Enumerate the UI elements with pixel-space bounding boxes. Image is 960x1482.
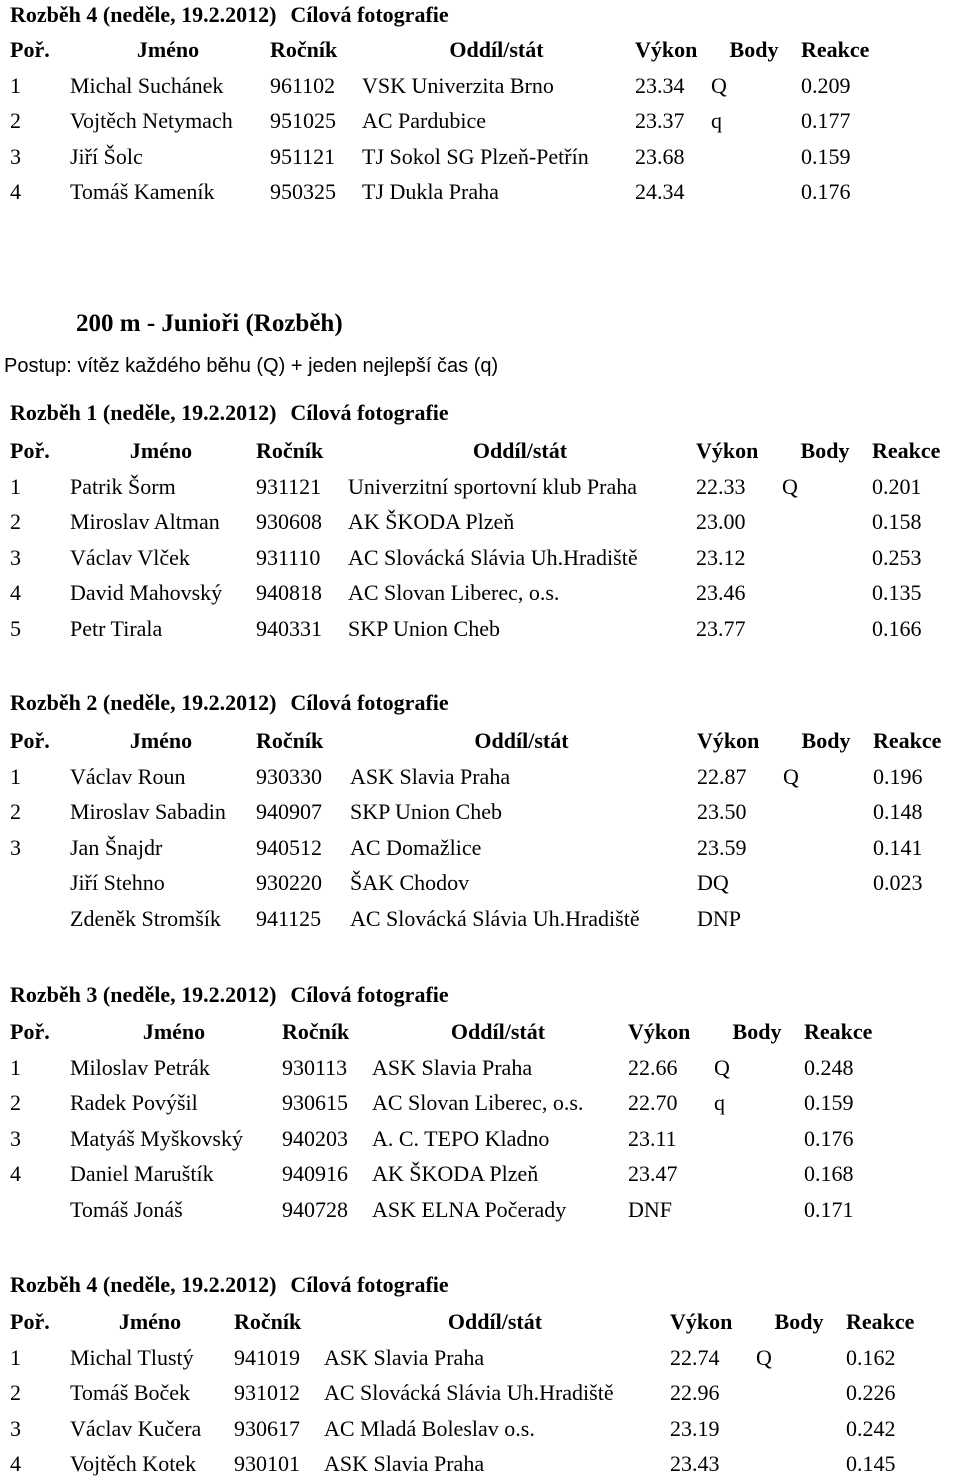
cell-year: 931012 [234, 1380, 300, 1405]
col-header-pos: Poř. [10, 37, 50, 62]
table-row [6, 865, 959, 901]
table-row [6, 1446, 932, 1482]
cell-points [779, 794, 869, 830]
cell-pos: 3 [10, 834, 21, 860]
cell-reaction: 0.145 [846, 1451, 896, 1476]
cell-pos: 4 [10, 1451, 21, 1476]
table-row [6, 1085, 890, 1121]
cell-points: Q [756, 1344, 772, 1370]
cell-points [778, 611, 868, 647]
table-header-row [6, 32, 887, 68]
cell-reaction: 0.171 [804, 1196, 854, 1222]
cell-club: AC Slovácká Slávia Uh.Hradiště [324, 1380, 614, 1405]
cell-pos: 3 [10, 1125, 21, 1151]
cell-name: Tomáš Kameník [70, 179, 215, 204]
col-header-club: Oddíl/stát [474, 728, 569, 753]
cell-club: A. C. TEPO Kladno [372, 1125, 550, 1151]
heat-title-text: Rozběh 3 (neděle, 19.2.2012) [10, 982, 277, 1007]
cell-reaction: 0.253 [872, 544, 922, 570]
cell-reaction: 0.196 [873, 763, 923, 789]
cell-name: Daniel Maruštík [70, 1161, 214, 1186]
cell-points [710, 1156, 800, 1192]
heat-results-table [6, 433, 958, 646]
col-header-name: Jméno [129, 728, 193, 753]
cell-points: Q [783, 763, 799, 789]
cell-points [779, 865, 869, 901]
cell-name: Patrik Šorm [70, 473, 176, 499]
cell-club: AC Slovácká Slávia Uh.Hradiště [348, 544, 638, 570]
cell-result: DQ [697, 870, 729, 895]
cell-result: 23.12 [696, 544, 746, 570]
cell-reaction: 0.176 [804, 1125, 854, 1151]
cell-year: 940203 [282, 1125, 348, 1151]
heat-title [10, 400, 449, 426]
cell-club: AC Slovan Liberec, o.s. [372, 1090, 584, 1115]
cell-reaction: 0.242 [846, 1415, 896, 1441]
col-header-name: Jméno [129, 438, 193, 463]
cell-reaction: 0.162 [846, 1344, 896, 1370]
cell-year: 940916 [282, 1161, 348, 1186]
col-header-reaction: Reakce [846, 1309, 915, 1334]
heat-results-table [6, 1304, 932, 1482]
cell-pos: 2 [10, 509, 21, 534]
cell-pos: 5 [10, 615, 21, 641]
cell-pos [6, 865, 66, 901]
cell-year: 930101 [234, 1451, 300, 1476]
cell-club: ASK Slavia Praha [372, 1054, 533, 1080]
cell-name: Matyáš Myškovský [70, 1125, 243, 1151]
cell-year: 931110 [256, 544, 321, 570]
cell-result: 23.47 [628, 1161, 678, 1186]
cell-club: Univerzitní sportovní klub Praha [348, 473, 638, 499]
cell-reaction [869, 901, 959, 937]
cell-year: 940818 [256, 580, 322, 605]
cell-club: ASK Slavia Praha [350, 763, 511, 789]
cell-points: Q [782, 473, 798, 499]
cell-club: AC Slovan Liberec, o.s. [348, 580, 560, 605]
table-row [6, 1156, 890, 1192]
col-header-pos: Poř. [10, 438, 50, 463]
cell-name: Zdeněk Stromšík [70, 905, 221, 931]
cell-year: 930617 [234, 1415, 300, 1441]
heat-title [10, 690, 449, 716]
cell-reaction: 0.159 [801, 143, 851, 169]
heat-title [10, 2, 449, 28]
cell-points [778, 540, 868, 576]
cell-year: 961102 [270, 72, 336, 98]
cell-result: 22.33 [696, 473, 746, 499]
cell-club: AC Domažlice [350, 834, 482, 860]
table-header-row [6, 723, 959, 759]
cell-reaction: 0.148 [873, 799, 923, 824]
table-row [6, 830, 959, 866]
cell-name: David Mahovský [70, 580, 223, 605]
cell-club: SKP Union Cheb [350, 799, 502, 824]
cell-points [779, 901, 869, 937]
table-row [6, 1192, 890, 1228]
cell-points [752, 1375, 842, 1411]
col-header-reaction: Reakce [872, 438, 941, 463]
cell-reaction: 0.158 [872, 509, 922, 534]
cell-club: AK ŠKODA Plzeň [372, 1161, 539, 1186]
cell-result: 23.77 [696, 615, 746, 641]
cell-pos: 1 [10, 1344, 21, 1370]
cell-year: 931121 [256, 473, 322, 499]
col-header-name: Jméno [142, 1019, 206, 1044]
table-row [6, 469, 958, 505]
table-row [6, 540, 958, 576]
table-row [6, 1340, 932, 1376]
heat-title-text: Rozběh 4 (neděle, 19.2.2012) [10, 1272, 277, 1297]
col-header-year: Ročník [234, 1309, 302, 1334]
table-row [6, 1411, 932, 1447]
cell-result: 24.34 [635, 179, 685, 204]
cell-result: 23.68 [635, 143, 685, 169]
table-row [6, 901, 959, 937]
cell-club: ŠAK Chodov [350, 870, 470, 895]
cell-points: q [714, 1090, 725, 1115]
cell-pos: 2 [10, 1090, 21, 1115]
col-header-year: Ročník [256, 728, 324, 753]
col-header-pos: Poř. [10, 728, 50, 753]
cell-reaction: 0.135 [872, 580, 922, 605]
table-row [6, 1375, 932, 1411]
heat-title [10, 1272, 449, 1298]
cell-reaction: 0.226 [846, 1380, 896, 1405]
col-header-points: Body [800, 438, 850, 463]
cell-year: 930608 [256, 509, 322, 534]
finish-photo-link[interactable]: Cílová fotografie [290, 690, 449, 715]
cell-pos: 3 [10, 1415, 21, 1441]
cell-result: 23.37 [635, 108, 685, 133]
cell-points [707, 174, 797, 210]
cell-result: 23.34 [635, 72, 685, 98]
cell-club: AC Pardubice [362, 108, 487, 133]
cell-club: AC Mladá Boleslav o.s. [324, 1415, 535, 1441]
col-header-result: Výkon [670, 1309, 733, 1334]
col-header-result: Výkon [628, 1019, 691, 1044]
cell-reaction: 0.141 [873, 834, 923, 860]
cell-result: 23.11 [628, 1125, 677, 1151]
cell-reaction: 0.168 [804, 1161, 854, 1186]
table-header-row [6, 1014, 890, 1050]
cell-result: 22.87 [697, 763, 747, 789]
finish-photo-link[interactable]: Cílová fotografie [290, 400, 449, 425]
cell-name: Radek Povýšil [70, 1090, 198, 1115]
finish-photo-link[interactable]: Cílová fotografie [290, 1272, 449, 1297]
cell-year: 940512 [256, 834, 322, 860]
finish-photo-link[interactable]: Cílová fotografie [290, 2, 449, 27]
cell-reaction: 0.159 [804, 1090, 854, 1115]
cell-club: TJ Dukla Praha [362, 179, 499, 204]
cell-year: 940728 [282, 1196, 348, 1222]
cell-name: Miroslav Sabadin [70, 799, 226, 824]
cell-result: 23.43 [670, 1451, 720, 1476]
cell-pos: 2 [10, 799, 21, 824]
col-header-reaction: Reakce [804, 1019, 873, 1044]
cell-year: 930615 [282, 1090, 348, 1115]
cell-pos: 2 [10, 108, 21, 133]
col-header-year: Ročník [282, 1019, 350, 1044]
cell-year: 940907 [256, 799, 322, 824]
heat-results-table [6, 32, 887, 210]
col-header-result: Výkon [635, 37, 698, 62]
cell-year: 950325 [270, 179, 336, 204]
cell-name: Miroslav Altman [70, 509, 220, 534]
cell-pos: 1 [10, 763, 21, 789]
col-header-name: Jméno [136, 37, 200, 62]
col-header-points: Body [732, 1019, 782, 1044]
table-header-row [6, 433, 958, 469]
col-header-result: Výkon [697, 728, 760, 753]
col-header-reaction: Reakce [801, 37, 870, 62]
qualification-note: Postup: vítěz každého běhu (Q) + jeden nejlepší čas (q) [4, 355, 499, 377]
cell-year: 930113 [282, 1054, 348, 1080]
cell-year: 930220 [256, 870, 322, 895]
cell-result: DNP [697, 905, 742, 931]
cell-result: 22.70 [628, 1090, 678, 1115]
heat-title [10, 982, 449, 1008]
table-row [6, 759, 959, 795]
col-header-club: Oddíl/stát [449, 37, 544, 62]
cell-year: 951121 [270, 143, 336, 169]
cell-name: Jiří Stehno [70, 870, 165, 895]
table-row [6, 611, 958, 647]
cell-name: Václav Vlček [70, 544, 190, 570]
col-header-points: Body [729, 37, 779, 62]
cell-points [779, 830, 869, 866]
cell-points: Q [714, 1054, 730, 1080]
table-header-row [6, 1304, 932, 1340]
cell-name: Vojtěch Kotek [70, 1451, 197, 1476]
cell-year: 930330 [256, 763, 322, 789]
table-row [6, 103, 887, 139]
cell-points: q [711, 108, 722, 133]
cell-points [752, 1411, 842, 1447]
cell-reaction: 0.177 [801, 108, 851, 133]
cell-name: Miloslav Petrák [70, 1054, 210, 1080]
cell-points: Q [711, 72, 727, 98]
cell-result: DNF [628, 1196, 673, 1222]
cell-pos: 1 [10, 473, 21, 499]
col-header-points: Body [774, 1309, 824, 1334]
cell-name: Michal Tlustý [70, 1344, 194, 1370]
cell-club: ASK Slavia Praha [324, 1451, 485, 1476]
cell-reaction: 0.201 [872, 473, 922, 499]
cell-result: 22.74 [670, 1344, 720, 1370]
cell-club: AC Slovácká Slávia Uh.Hradiště [350, 905, 640, 931]
cell-result: 23.59 [697, 834, 747, 860]
cell-points [707, 139, 797, 175]
cell-club: TJ Sokol SG Plzeň-Petřín [362, 143, 589, 169]
col-header-club: Oddíl/stát [447, 1309, 543, 1334]
cell-name: Michal Suchánek [70, 72, 224, 98]
cell-result: 22.96 [670, 1380, 720, 1405]
cell-points [710, 1192, 800, 1228]
cell-club: SKP Union Cheb [348, 615, 500, 641]
heat-title-text: Rozběh 4 (neděle, 19.2.2012) [10, 2, 277, 27]
cell-club: ASK Slavia Praha [324, 1344, 485, 1370]
table-row [6, 68, 887, 104]
cell-result: 23.19 [670, 1415, 720, 1441]
cell-club: AK ŠKODA Plzeň [348, 509, 515, 534]
cell-name: Vojtěch Netymach [70, 108, 233, 133]
cell-year: 941125 [256, 905, 322, 931]
cell-pos [6, 1192, 66, 1228]
cell-name: Petr Tirala [70, 615, 163, 641]
cell-club: ASK ELNA Počerady [372, 1196, 567, 1222]
cell-name: Tomáš Boček [70, 1380, 191, 1405]
cell-name: Jan Šnajdr [70, 834, 163, 860]
table-row [6, 174, 887, 210]
cell-year: 941019 [234, 1344, 300, 1370]
cell-pos: 1 [10, 1054, 21, 1080]
col-header-name: Jméno [118, 1309, 182, 1334]
cell-pos [6, 901, 66, 937]
cell-reaction: 0.248 [804, 1054, 854, 1080]
col-header-pos: Poř. [10, 1309, 50, 1334]
cell-name: Tomáš Jonáš [70, 1196, 183, 1222]
cell-points [778, 575, 868, 611]
cell-pos: 4 [10, 179, 21, 204]
cell-points [778, 504, 868, 540]
col-header-result: Výkon [696, 438, 759, 463]
col-header-year: Ročník [270, 37, 338, 62]
cell-reaction: 0.023 [873, 870, 923, 895]
cell-reaction: 0.209 [801, 72, 851, 98]
cell-name: Jiří Šolc [70, 143, 143, 169]
finish-photo-link[interactable]: Cílová fotografie [290, 982, 449, 1007]
cell-result: 23.46 [696, 580, 746, 605]
cell-points [752, 1446, 842, 1482]
heat-results-table [6, 1014, 890, 1227]
cell-pos: 3 [10, 544, 21, 570]
table-row [6, 1050, 890, 1086]
heat-title-text: Rozběh 1 (neděle, 19.2.2012) [10, 400, 277, 425]
cell-result: 22.66 [628, 1054, 678, 1080]
heat-title-text: Rozběh 2 (neděle, 19.2.2012) [10, 690, 277, 715]
table-row [6, 504, 958, 540]
event-title: 200 m - Junioři (Rozběh) [76, 310, 343, 337]
cell-year: 940331 [256, 615, 322, 641]
col-header-club: Oddíl/stát [450, 1019, 546, 1044]
cell-pos: 1 [10, 72, 21, 98]
col-header-pos: Poř. [10, 1019, 50, 1044]
cell-name: Václav Roun [70, 763, 186, 789]
col-header-year: Ročník [256, 438, 324, 463]
cell-year: 951025 [270, 108, 336, 133]
cell-points [710, 1121, 800, 1157]
cell-club: VSK Univerzita Brno [362, 72, 554, 98]
col-header-reaction: Reakce [873, 728, 942, 753]
cell-pos: 2 [10, 1380, 21, 1405]
cell-pos: 3 [10, 143, 21, 169]
cell-result: 23.00 [696, 509, 746, 534]
table-row [6, 794, 959, 830]
table-row [6, 575, 958, 611]
cell-pos: 4 [10, 1161, 21, 1186]
cell-reaction: 0.176 [801, 179, 851, 204]
table-row [6, 139, 887, 175]
col-header-points: Body [801, 728, 851, 753]
cell-result: 23.50 [697, 799, 747, 824]
col-header-club: Oddíl/stát [472, 438, 568, 463]
cell-name: Václav Kučera [70, 1415, 202, 1441]
cell-pos: 4 [10, 580, 21, 605]
table-row [6, 1121, 890, 1157]
heat-results-table [6, 723, 959, 936]
cell-reaction: 0.166 [872, 615, 922, 641]
